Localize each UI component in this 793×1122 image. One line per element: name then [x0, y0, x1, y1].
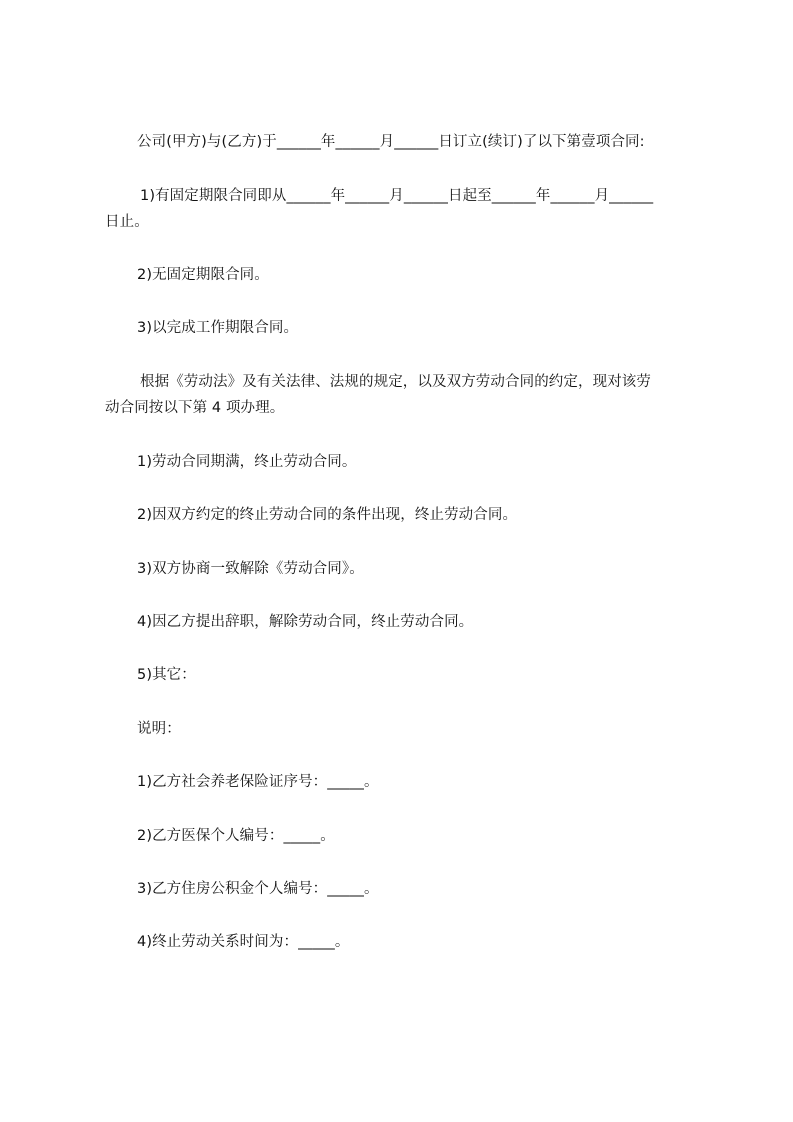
notes-title: 说明：	[137, 721, 181, 737]
option-5: 5)其它：	[137, 667, 196, 683]
term-fixed-line1: 1)有固定期限合同即从______年______月______日起至______年______月______	[140, 188, 654, 204]
note-4: 4)终止劳动关系时间为：_____。	[137, 934, 350, 950]
option-3: 3)双方协商一致解除《劳动合同》。	[137, 561, 364, 577]
basis-line1: 根据《劳动法》及有关法律、法规的规定，以及双方劳动合同的约定，现对该劳	[140, 374, 651, 390]
note-1: 1)乙方社会养老保险证序号：_____。	[137, 774, 379, 790]
option-4: 4)因乙方提出辞职，解除劳动合同，终止劳动合同。	[137, 614, 474, 630]
note-2: 2)乙方医保个人编号：_____。	[137, 828, 335, 844]
term-task-based: 3)以完成工作期限合同。	[137, 320, 299, 336]
option-2: 2)因双方约定的终止劳动合同的条件出现，终止劳动合同。	[137, 507, 518, 523]
intro-paragraph: 公司(甲方)与(乙方)于______年______月______日订立(续订)了以下第壹项合同:	[137, 134, 645, 150]
term-fixed-line2: 日止。	[105, 214, 149, 230]
basis-line2: 动合同按以下第 4 项办理。	[105, 400, 285, 416]
note-3: 3)乙方住房公积金个人编号：_____。	[137, 881, 379, 897]
option-1: 1)劳动合同期满，终止劳动合同。	[137, 454, 357, 470]
term-indefinite: 2)无固定期限合同。	[137, 267, 269, 283]
